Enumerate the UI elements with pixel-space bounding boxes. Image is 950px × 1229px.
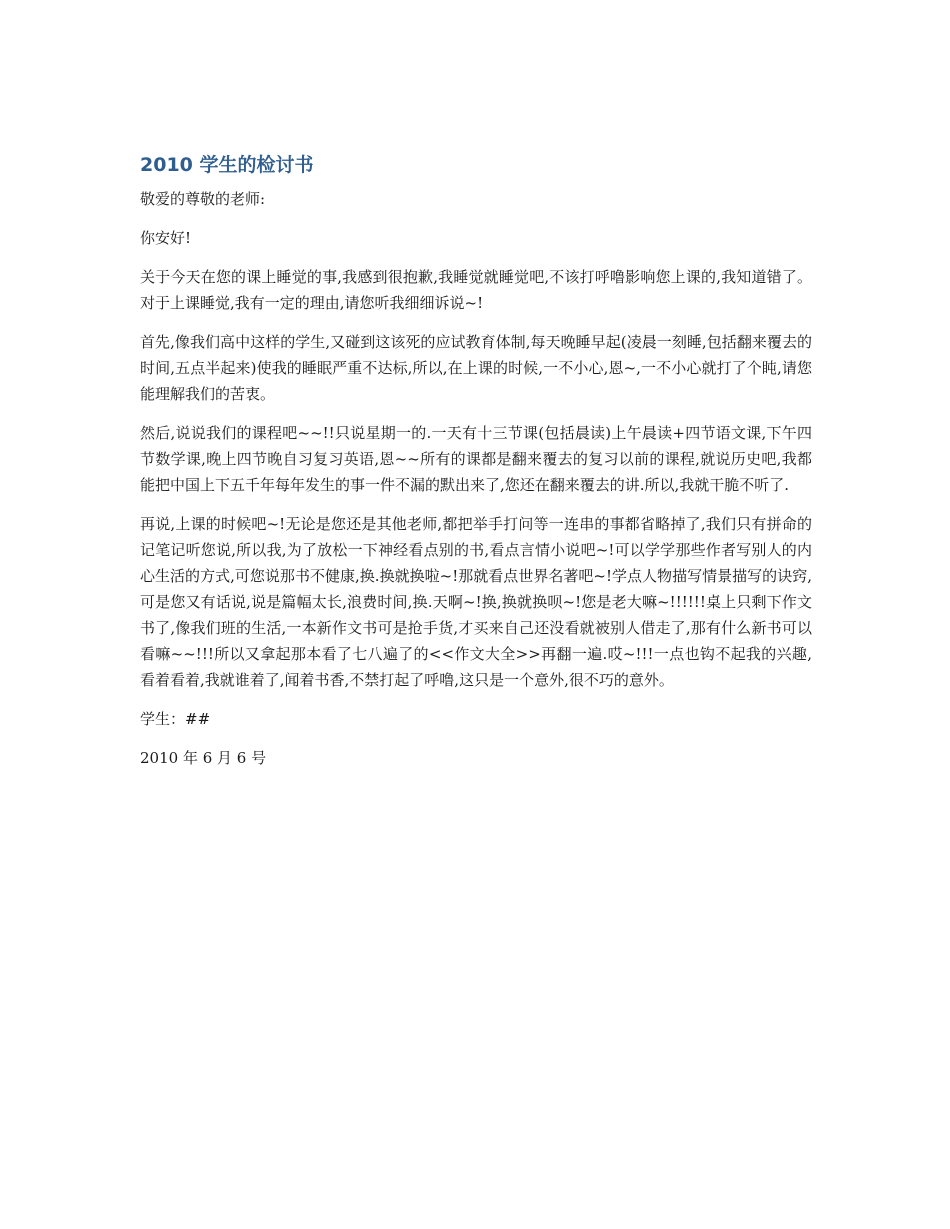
salutation: 敬爱的尊敬的老师:	[140, 190, 266, 208]
paragraph-reading: 再说,上课的时候吧~!无论是您还是其他老师,都把举手打问等一连串的事都省略掉了,我们只有拼命的记笔记听您说,所以我,为了放松一下神经看点别的书,看点言情小说吧~!可以学学那些作者写别人的内心生活的方式,可您说那书不健康,换.换就换啦~!那就看点世界名著吧~!学点人物描写情景描写的诀窍,可是您又有话说,说是篇幅太长,浪费时间,换.天啊~!换,换就换呗~!您是老大嘛~!!!!!!桌上只剩下作文书了,像我们班的生活,一本新作文书可是抢手货,才买来自己还没看就被别人借走了,那有什么新书可以看嘛~~!!!所以又拿起那本看了七八遍了的<<作文大全>>再翻一遍.哎~!!!一点也钩不起我的兴趣,看着看着,我就谁着了,闻着书香,不禁打起了呼噜,这只是一个意外,很不巧的意外。	[140, 515, 812, 689]
paragraph-apology: 关于今天在您的课上睡觉的事,我感到很抱歉,我睡觉就睡觉吧,不该打呼噜影响您上课的,我知道错了。对于上课睡觉,我有一定的理由,请您听我细细诉说~!	[140, 268, 812, 312]
greeting: 你安好!	[140, 229, 192, 247]
signature: 学生：##	[140, 710, 211, 728]
paragraph-sleep-schedule: 首先,像我们高中这样的学生,又碰到这该死的应试教育体制,每天晚睡早起(凌晨一刻睡,包括翻来覆去的时间,五点半起来)使我的睡眠严重不达标,所以,在上课的时候,一不小心,恩~,一不小心就打了个盹,请您能理解我们的苦衷。	[140, 333, 812, 403]
date: 2010 年 6 月 6 号	[140, 749, 267, 767]
paragraph-course-load: 然后,说说我们的课程吧~~!!只说星期一的.一天有十三节课(包括晨读)上午晨读+四节语文课,下午四节数学课,晚上四节晚自习复习英语,恩~~所有的课都是翻来覆去的复习以前的课程,就说历史吧,我都能把中国上下五千年每年发生的事一件不漏的默出来了,您还在翻来覆去的讲.所以,我就干脆不听了.	[140, 424, 812, 494]
document-body	[140, 150, 812, 784]
document-title: 2010 学生的检讨书	[140, 154, 314, 176]
